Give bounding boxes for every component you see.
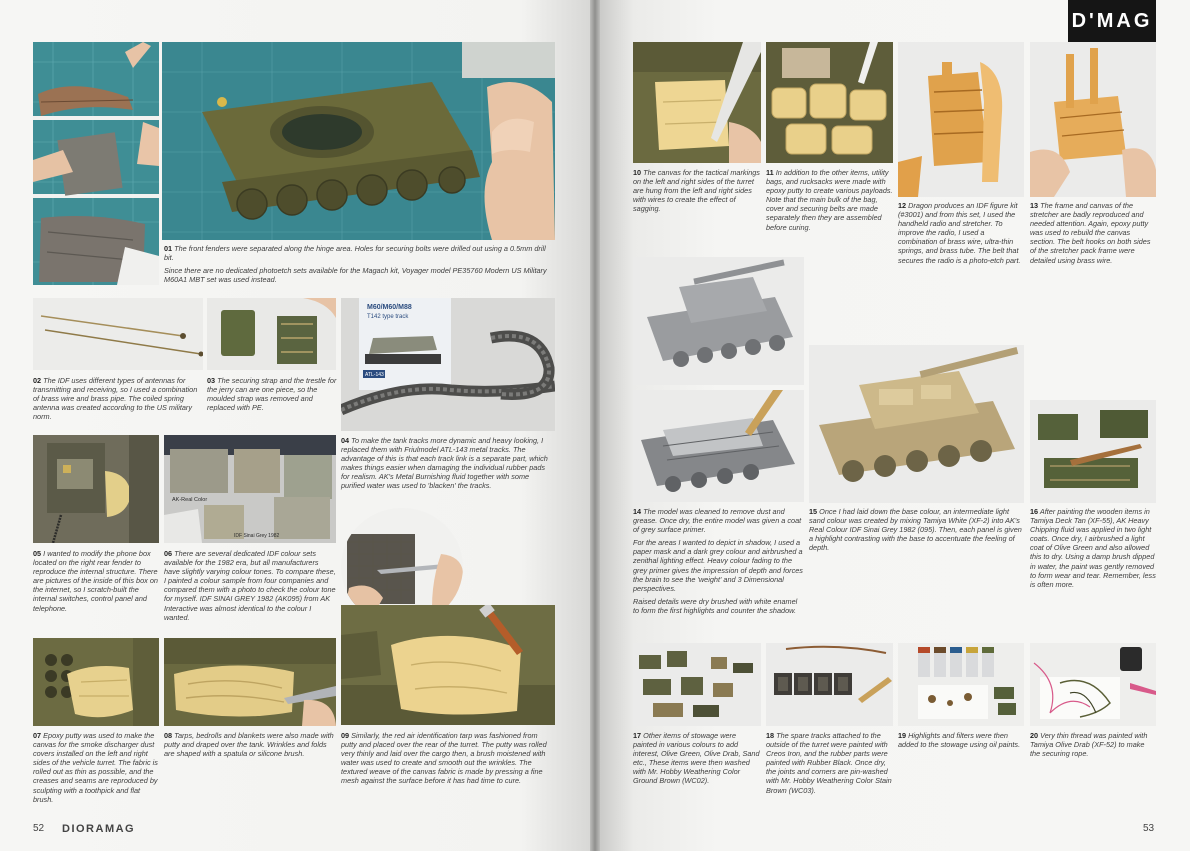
caption-16-text: After painting the wooden items in Tamiya Deck Tan (XF-55), AK Heavy Chipping fluid was applied in two light coats. Once dry, I airbrushed a light coat of Olive Green and also allowed this to dry. Using a damp brush dipped in water, the paint was gently removed to form wear and tear. Remember, less is often more. [1030,507,1156,589]
caption-19-number: 19 [898,731,907,740]
photo-14-primer-tank-top [633,257,804,385]
caption-09 [341,731,555,786]
swatch-label-2: IDF Sinai Grey 1982 [234,533,280,539]
caption-02 [33,376,203,421]
photo-05-phone-box [33,435,159,543]
caption-20 [1030,731,1156,758]
caption-17-text: Other items of stowage were painted in various colours to add interest, Olive Green, Olive Drab, Sand etc., These items were then washed with Mr. Hobby Weathering Color Ground Brown (WC02). [633,731,760,786]
caption-06-text: There are several dedicated IDF colour sets available for the 1982 era, but all manufacturers have slightly varying colour tones. To compare these, I painted a colour sample from four companies and compared them with a photo to check the colour tone for myself. IDF SINAI GREY 1982 (AK095) from AK Interactive was almost identical to the colour I wanted. [164,549,336,622]
caption-01 [164,244,554,288]
photo-14-zenithal-shading [633,390,804,502]
caption-11 [766,168,894,232]
caption-15 [809,507,1024,552]
caption-17 [633,731,761,786]
photo-01-tank-hull [162,42,555,240]
caption-08-text: Tarps, bedrolls and blankets were also made with putty and draped over the tank. Wrinkles and folds are shaped with a spatula or silicone brush. [164,731,334,759]
box-subtitle: T142 type track [367,314,409,320]
photo-12-radio-figure [898,42,1024,197]
photo-08-tarps-bedrolls [164,638,336,726]
caption-07-number: 07 [33,731,42,740]
caption-07-text: Epoxy putty was used to make the canvas for the smoke discharger dust covers installed on the left and right sides of the vehicle turret. The fabric is rolled out as thin as possible, and the creases and seams are reproduced by sculpting with a toothpick and flat brush. [33,731,158,804]
magazine-logo: D'MAG [1068,0,1156,42]
caption-18 [766,731,894,795]
caption-13 [1030,201,1156,265]
caption-01-extra: Since there are no dedicated photoetch sets available for the Magach kit, Voyager model PE35760 Modern US Military M60A1 MBT set was used instead. [164,266,547,285]
caption-03-number: 03 [207,376,216,385]
caption-19 [898,731,1024,749]
caption-14-text: The model was cleaned to remove dust and grease. Once dry, the entire model was given a coat of grey surface primer. [633,507,802,535]
page-number-right: 53 [1143,823,1155,834]
photo-03-jerry-can-trestle [207,298,336,370]
photo-13-stretcher [1030,42,1156,197]
caption-03-text: The securing strap and the trestle for the jerry can are one piece, so the moulded strap was removed and replaced with PE. [207,376,337,413]
photo-20-thread-rope [1030,643,1156,726]
caption-10 [633,168,761,213]
caption-12-text: Dragon produces an IDF figure kit (#3001) and from this set, I used the handheld radio and stretcher. To improve the radio, I used a combination of brass wire, ultra-thin springs, and brass tube. The belt that secures the radio is a photo-etch part. [898,201,1021,265]
caption-09-number: 09 [341,731,350,740]
caption-02-text: The IDF uses different types of antennas for transmitting and receiving, so I used a combination of brass wire and brass pipe. The coiled spring antenna was created according to the US military norm. [33,376,198,422]
photo-07-smoke-discharger-cover [33,638,159,726]
caption-05-text: I wanted to modify the phone box located on the right rear fender to reproduce the internal structure. There are pictures of the inside of this box on the internet, so I scratch-built the internal switches, control panel and telephone. [33,549,158,613]
caption-19-text: Highlights and filters were then added to the stowage using oil paints. [898,731,1021,750]
book-gutter [590,0,600,851]
caption-09-text: Similarly, the red air identification tarp was fashioned from putty and placed over the rear of the turret. The putty was rolled very thinly and laid over the cargo then, a brush moistened with water was used to create and smooth out the wrinkles. The textured weave of the canvas fabric is made by pressing a fine mesh against the surface before it has had time to cure. [341,731,547,786]
caption-15-text: Once I had laid down the base colour, an intermediate light sand colour was created by mixing Tamiya White (XF-2) into AK's Real Colour IDF Sinai Grey 1982 (095). Then, each panel is given a highlight contrasting with the base to accentuate the feeling of depth. [809,507,1022,553]
page-number-left: 52 [33,823,45,834]
caption-04-number: 04 [341,436,350,445]
photo-10-canvas-markings [633,42,761,163]
box-code: ATL-143 [365,372,384,378]
caption-08 [164,731,336,758]
caption-11-text: In addition to the other items, utility bags, and rucksacks were made with epoxy putty to create various payloads. Note that the main bulk of the bag, cover and securing belts are made separately then they are assembled before curing. [766,168,893,232]
caption-20-text: Very thin thread was painted with Tamiya Olive Drab (XF-52) to make the securing rope. [1030,731,1148,759]
caption-08-number: 08 [164,731,173,740]
caption-04 [341,436,555,491]
caption-03 [207,376,337,412]
caption-14-paragraph-2: For the areas I wanted to depict in shadow, I used a paper mask and a dark grey colour and airbrushed a zenithal lighting effect. Heavy colour fading to the grey primer gives the impression of depth and forces the brain to see the 'weight' and 3 Dimensional perspectives. [633,538,803,593]
caption-06 [164,549,336,622]
caption-04-text: To make the tank tracks more dynamic and heavy looking, I replaced them with Friulmodel ATL-143 metal tracks. The advantage of this is that each track link is a separate part, which makes things easier when damaging the individual rubber pads for realism. AK's Metal Burnishing fluid together with some purified water was used to 'blacken' the tracks. [341,436,548,491]
caption-10-text: The canvas for the tactical markings on the left and right sides of the turret are hung from the left and right sides with wires to create the effect of sagging. [633,168,760,214]
magazine-name: DIORAMAG [62,823,136,835]
caption-14-number: 14 [633,507,642,516]
caption-20-number: 20 [1030,731,1039,740]
photo-15-sand-tank [809,345,1024,503]
photo-16-wooden-crates [1030,400,1156,503]
photo-18-spare-tracks [766,643,893,726]
caption-12-number: 12 [898,201,907,210]
photo-06-colour-swatches [164,435,336,543]
caption-18-text: The spare tracks attached to the outside of the turret were painted with Creos Iron, and the rubber parts were painted with Rubber Black. Once dry, the joints and corners are pin-washed with Mr. Hobby Weathering Color Stain Brown (WC03). [766,731,892,795]
caption-12 [898,201,1024,265]
caption-16 [1030,507,1156,589]
photo-09-identification-tarp [341,605,555,725]
box-title: M60/M60/M88 [367,304,412,311]
caption-06-number: 06 [164,549,173,558]
caption-01-text: The front fenders were separated along the hinge area. Holes for securing bolts were drilled out using a 0.5mm drill bit. [164,244,546,263]
caption-11-number: 11 [766,168,774,177]
caption-17-number: 17 [633,731,642,740]
caption-02-number: 02 [33,376,42,385]
caption-16-number: 16 [1030,507,1039,516]
photo-04-metal-tracks [341,298,555,431]
caption-14 [633,507,804,619]
photo-02-antennas [33,298,203,370]
caption-05 [33,549,161,613]
caption-01-number: 01 [164,244,173,253]
photo-01-fender-steps [33,42,159,285]
caption-07 [33,731,161,804]
caption-13-text: The frame and canvas of the stretcher are badly reproduced and needed attention. Again, epoxy putty was used to rebuild the canvas section. The belt hooks on both sides of the stretcher pack frame were detailed using brass wire. [1030,201,1151,265]
caption-13-number: 13 [1030,201,1039,210]
photo-19-oil-paints [898,643,1024,726]
photo-11-utility-bags [766,42,893,163]
caption-18-number: 18 [766,731,775,740]
caption-14-paragraph-3: Raised details were dry brushed with white enamel to form the first highlights and counter the shadow. [633,596,798,615]
caption-05-number: 05 [33,549,42,558]
swatch-label-1: AK-Real Color [172,497,208,503]
caption-10-number: 10 [633,168,642,177]
caption-15-number: 15 [809,507,818,516]
photo-17-stowage [633,643,761,726]
